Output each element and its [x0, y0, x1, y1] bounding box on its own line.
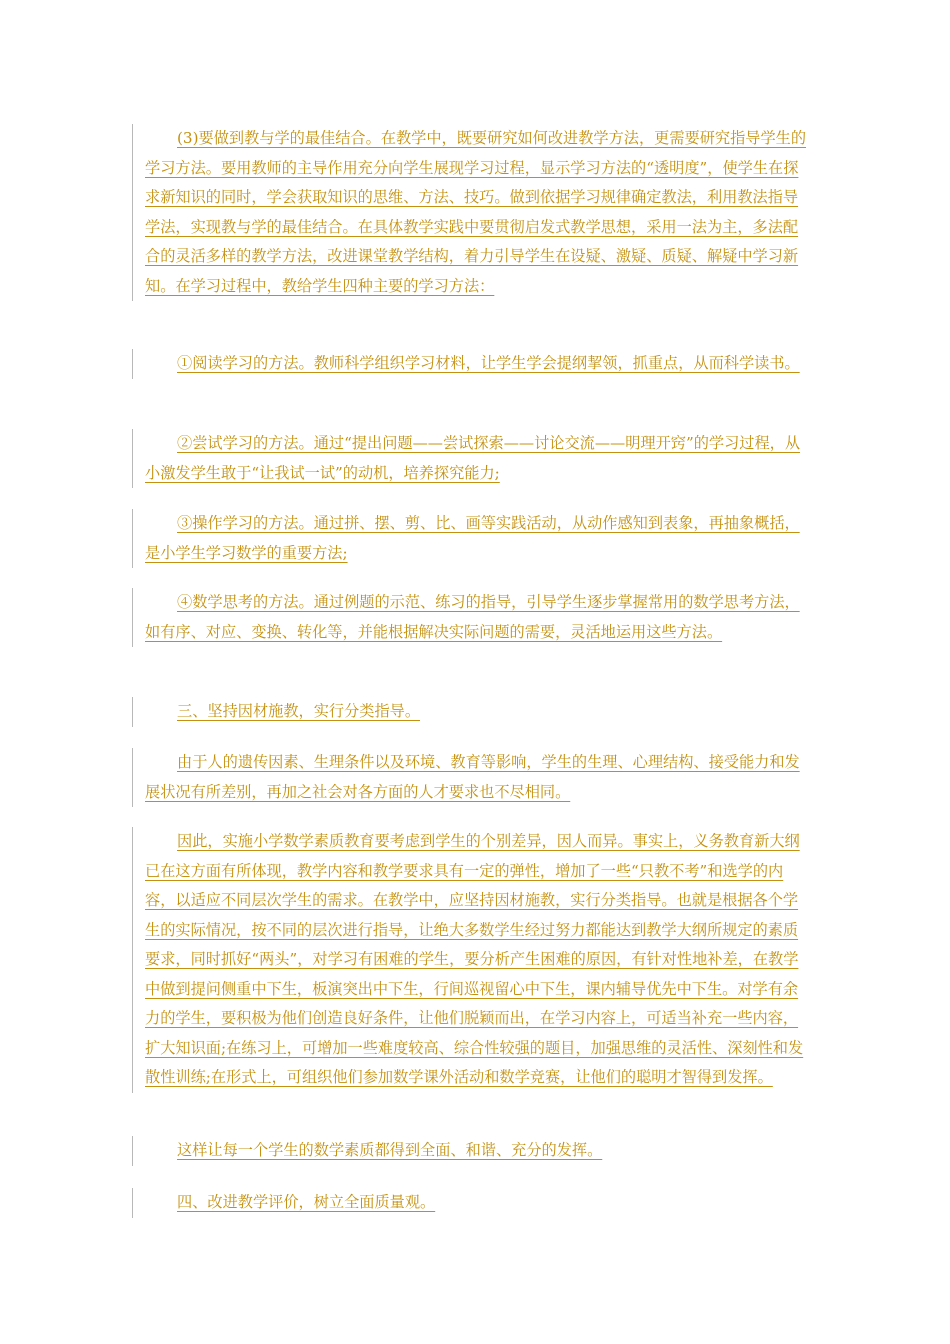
- paragraph-text: ④数学思考的方法。通过例题的示范、练习的指导，引导学生逐步掌握常用的数学思考方法，如有序、对应、变换、转化等，并能根据解决实际问题的需要，灵活地运用这些方法。: [145, 593, 800, 641]
- paragraph-text: 由于人的遗传因素、生理条件以及环境、教育等影响，学生的生理、心理结构、接受能力和发展状况有所差别，再加之社会对各方面的人才要求也不尽相同。: [145, 753, 800, 801]
- paragraph-text: 三、坚持因材施教，实行分类指导。: [177, 702, 420, 720]
- paragraph-reading-method: [132, 349, 812, 379]
- paragraph-operation-method: [132, 509, 812, 568]
- paragraph-text: ②尝试学习的方法。通过“提出问题——尝试探索——讨论交流——明理开窍”的学习过程，从小激发学生敢于“让我试一试”的动机，培养探究能力;: [145, 434, 801, 482]
- paragraph-text: ③操作学习的方法。通过拼、摆、剪、比、画等实践活动，从动作感知到表象，再抽象概括，是小学生学习数学的重要方法;: [145, 514, 800, 562]
- paragraph-teaching-learning-combination: [132, 124, 812, 301]
- paragraph-text: ①阅读学习的方法。教师科学组织学习材料，让学生学会提纲挈领，抓重点，从而科学读书。: [177, 354, 800, 372]
- paragraph-text: 四、改进教学评价，树立全面质量观。: [177, 1193, 436, 1211]
- section-heading-four: [132, 1188, 812, 1218]
- paragraph-text: 这样让每一个学生的数学素质都得到全面、和谐、充分的发挥。: [177, 1141, 603, 1159]
- paragraph-individual-differences: [132, 748, 812, 807]
- paragraph-text: (3)要做到教与学的最佳结合。在教学中，既要研究如何改进教学方法，更需要研究指导学生的学习方法。要用教师的主导作用充分向学生展现学习过程，显示学习方法的“透明度”，使学生在探求新知识的同时，学会获取知识的思维、方法、技巧。做到依据学习规律确定教法，利用教法指导学法，实现教与学的最佳结合。在具体教学实践中要贯彻启发式教学思想，采用一法为主，多法配合的灵活多样的教学方法，改进课堂教学结构，着力引导学生在设疑、激疑、质疑、解疑中学习新知。在学习过程中，教给学生四种主要的学习方法：: [145, 129, 807, 295]
- paragraph-differentiated-guidance: [132, 827, 812, 1093]
- section-heading-three: [132, 697, 812, 727]
- paragraph-summary: [132, 1136, 812, 1166]
- paragraph-thinking-method: [132, 588, 812, 647]
- paragraph-text: 因此，实施小学数学素质教育要考虑到学生的个别差异，因人而异。事实上，义务教育新大纲已在这方面有所体现，教学内容和教学要求具有一定的弹性，增加了一些“只教不考”和选学的内容，以适应不同层次学生的需求。在教学中，应坚持因材施教，实行分类指导。也就是根据各个学生的实际情况，按不同的层次进行指导，让绝大多数学生经过努力都能达到教学大纲所规定的素质要求，同时抓好“两头”，对学习有困难的学生，要分析产生困难的原因，有针对性地补差，在教学中做到提问侧重中下生，板演突出中下生，行间巡视留心中下生，课内辅导优先中下生。对学有余力的学生，要积极为他们创造良好条件，让他们脱颖而出，在学习内容上，可适当补充一些内容，扩大知识面;在练习上，可增加一些难度较高、综合性较强的题目，加强思维的灵活性、深刻性和发散性训练;在形式上，可组织他们参加数学课外活动和数学竞赛，让他们的聪明才智得到发挥。: [145, 832, 804, 1086]
- paragraph-trial-method: [132, 429, 812, 488]
